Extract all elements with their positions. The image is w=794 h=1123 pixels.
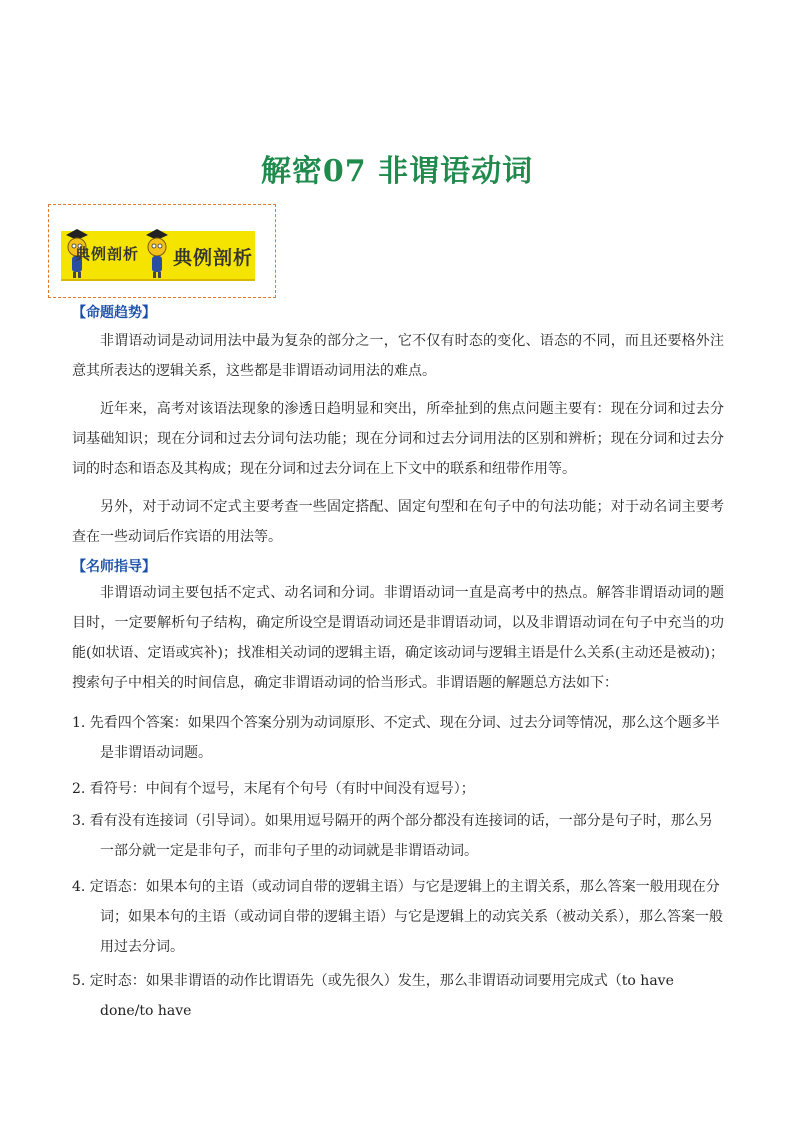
section-heading-guidance: 【名师指导】: [72, 559, 156, 575]
banner-badge: [61, 231, 145, 281]
list-item: 5. 定时态：如果非谓语的动作比谓语先（或先很久）发生，那么非谓语动词要用完成式（to have done/to have: [72, 973, 674, 1019]
paragraph: 非谓语动词主要包括不定式、动名词和分词。非谓语动词一直是高考中的热点。解答非谓语动词的题目时，一定要解析句子结构，确定所设空是谓语动词还是非谓语动词，以及非谓语动词在句子中充当的功能(如状语、定语或宾补)；找准相关动词的逻辑主语，确定该动词与逻辑主语是什么关系(主动还是被动)；搜索句子中相关的时间信息，确定非谓语动词的恰当形式。非谓语题的解题总方法如下：: [72, 585, 724, 691]
section-banner: [48, 204, 276, 298]
page-title: 解密07 非谓语动词: [260, 154, 534, 189]
list-item: 4. 定语态：如果本句的主语（或动词自带的逻辑主语）与它是逻辑上的主谓关系，那么答案一般用现在分词；如果本句的主语（或动词自带的逻辑主语）与它是逻辑上的动宾关系（被动关系），那么答案一般用过去分词。: [72, 879, 723, 955]
list-item: 2. 看符号：中间有个逗号，末尾有个句号（有时中间没有逗号）；: [72, 781, 475, 797]
list-item: 1. 先看四个答案：如果四个答案分别为动词原形、不定式、现在分词、过去分词等情况，那么这个题多半是非谓语动词题。: [72, 715, 720, 761]
banner-badge-label: 典例剖析: [173, 247, 254, 269]
mascot-icon: [144, 225, 170, 279]
banner-badge-label: 典例剖析: [75, 245, 140, 263]
section-heading-trend: 【命题趋势】: [72, 305, 156, 321]
banner-badge: [141, 231, 255, 281]
paragraph: 另外，对于动词不定式主要考查一些固定搭配、固定句型和在句子中的句法功能；对于动名词主要考查在一些动词后作宾语的用法等。: [72, 499, 724, 545]
paragraph: 非谓语动词是动词用法中最为复杂的部分之一，它不仅有时态的变化、语态的不同，而且还要格外注意其所表达的逻辑关系，这些都是非谓语动词用法的难点。: [72, 333, 724, 379]
paragraph: 近年来，高考对该语法现象的渗透日趋明显和突出，所牵扯到的焦点问题主要有：现在分词和过去分词基础知识；现在分词和过去分词句法功能；现在分词和过去分词用法的区别和辨析；现在分词和过去分词的时态和语态及其构成；现在分词和过去分词在上下文中的联系和纽带作用等。: [72, 401, 724, 477]
list-item: 3. 看有没有连接词（引导词）。如果用逗号隔开的两个部分都没有连接词的话，一部分是句子时，那么另一部分就一定是非句子，而非句子里的动词就是非谓语动词。: [72, 813, 713, 859]
